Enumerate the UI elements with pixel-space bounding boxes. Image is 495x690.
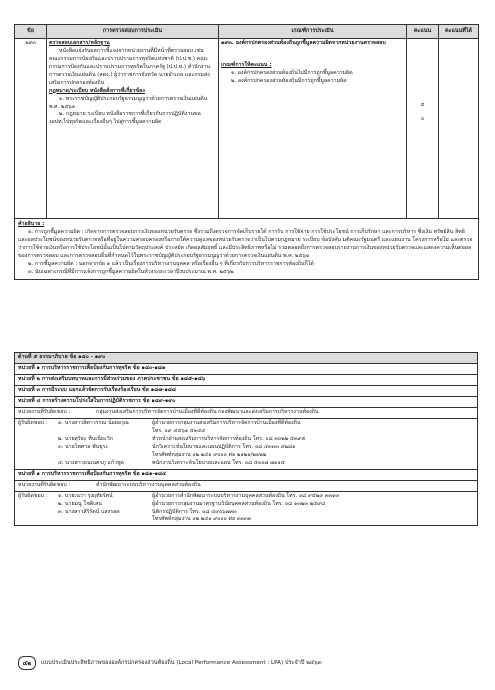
contacts-label: ผู้รับผิดชอบ : <box>18 420 48 426</box>
notes-heading: คำอธิบาย : <box>18 221 45 227</box>
contact-entry <box>18 436 474 444</box>
contact-entry <box>18 501 474 509</box>
note-2: ๒. การชี้มูลความผิด : นอกจากข้อ ๑ แล้ว เป็นเรื่องการบริหารงานบุคคล หรือเรื่องอื่น ๆ ที่เกี่ยวกับการบริหารราชการท้องถิ่นก็ได้ <box>28 260 314 267</box>
contacts-row <box>15 419 477 470</box>
contact-name: ๒. นายสุริยะ ทีนเนียะวิก <box>58 435 113 442</box>
contact-name: ๒. นายมนู โชติเสน <box>58 500 102 507</box>
contacts-label: ผู้รับผิดชอบ : <box>18 492 48 499</box>
responsible-agency-label: หน่วยงานที่รับผิดชอบ : <box>18 409 71 415</box>
page-number: ๔๒ <box>18 656 36 670</box>
evidence-body: หนังสือแจ้งรับผลการชี้แจงจากหน่วยงานที่มีหน้าที่ตรวจสอบ เช่น คณะกรรมการป้องกันและปราบปรามการทุจริตแห่งชาติ (ป.ป.ช.) คณะกรรมการป้องกันและปราบปรามการทุจริตในภาครัฐ (ป.ป.ท.) สำนักงานการตรวจเงินแผ่นดิน (สตง.) ผู้ว่าราชการจังหวัด นายอำเภอ และกรมส่งเสริมการปกครองท้องถิ่น <box>49 47 210 86</box>
criteria-heading: เกณฑ์การให้คะแนน : <box>221 61 272 68</box>
contact-entry <box>18 493 474 501</box>
unit-1: หน่วยที่ ๑ การบริหารราชการเพื่อป้องกันการทุจริต ข้อ ๑๘๐-๑๘๑ <box>15 364 477 375</box>
contact-detail: ผู้อำนวยการกลุ่มงานส่งเสริมการบริหารจัดการบ้านเมืองที่ดีท้องถิ่น <box>152 420 301 426</box>
contact-detail: โทรศัพท์กลุ่มงาน ๐๒ ๒๔๑ ๙๐๐๐ ต่อ ๒๑๒๑/๒๑๒๒ <box>152 451 267 458</box>
contact-entry <box>18 460 474 468</box>
unit-3: หน่วยที่ ๓ การมีระบบ แยกแล้วจัดการรับเรื่องร้องเรียน ข้อ ๑๘๗-๑๘๘ <box>15 386 477 397</box>
header-no: ข้อ <box>15 25 47 39</box>
section-title: ด้านที่ ๕ ธรรมาภิบาล ข้อ ๑๘๐ - ๑๙๐ <box>15 353 477 364</box>
evidence-heading: ตรวจสอบเอกสาร/หลักฐาน <box>49 40 110 46</box>
score-cell <box>407 39 439 219</box>
header-score: คะแนน <box>407 25 439 39</box>
contact-name: ๓. นายไพศาล พันธุระ <box>58 443 109 450</box>
page-footer <box>18 654 478 672</box>
score-value-1: ๕ <box>420 102 425 108</box>
criteria-item-2: ๒. องค์กรปกครองส่วนท้องถิ่นมีการถูกชี้มูลความผิด <box>231 77 347 84</box>
note-1: ๑. การถูกชี้มูลความผิด : เกิดจากการตรวจสอบการเงินของหน่วยรับตรวจ ซึ่งรวมถึงตรวจการจัดเก็บรายได้ การรับ การใช้จ่าย การใช้ประโยชน์ การเก็บรักษา และการบริหาร ซึ่งเงิน ทรัพย์สิน สิทธิ และผลประโยชน์ของหน่วยรับตรวจหรือที่อยู่ในความครอบครองหรือภายใต้ความดูแลของหน่วยรับตรวจว่าเป็นไปตามกฎหมาย ระเบียบ ข้อบังคับ มติคณะรัฐมนตรี และแผนงาน โครงการหรือไม่ และตรวจว่าการใช้จ่ายเงินหรือการใช้ประโยชน์นั้นเป็นไปตามวัตถุประสงค์ ประหยัด เกิดผลสัมฤทธิ์ และมีประสิทธิภาพหรือไม่ รวมตลอดถึงการตรวจสอบรายงานการเงินของหน่วยรับตรวจและแสดงความเห็นต่อผลของการตรวจสอบ และการตรวจสอบอื่นที่กำหนดไว้ในพระราชบัญญัติประกอบรัฐธรรมนูญว่าด้วยการตรวจเงินแผ่นดิน พ.ศ. ๒๕๖๑ <box>18 228 473 259</box>
item-number: ๑๙๓ <box>15 39 47 219</box>
contact-detail: โทร. ๐๙ ๔๕๖๑ ๕๑๔๔ <box>152 427 206 434</box>
notes-cell <box>15 219 479 280</box>
unit-2: หน่วยที่ ๒ การส่งเสริมบทบาทและการมีส่วนร่วมของ ภาคประชาชน ข้อ ๑๘๕-๑๘๖ <box>15 375 477 386</box>
contact-name: ๔. นางสาวธนเนตรภู แก้วพูล <box>58 459 124 466</box>
unit-5: หน่วยที่ ๑ การบริหารราชการเพื่อป้องกันการทุจริต ข้อ ๑๘๑-๑๘๔ <box>15 470 477 481</box>
score-value-2: ๐ <box>420 115 425 122</box>
process-cell <box>47 39 219 219</box>
responsible-agency-value: กลุ่มงานส่งเสริมการบริหารจัดการบ้านเมืองที่ดีท้องถิ่น กองพัฒนาและส่งเสริมการบริหารงานท้องถิ่น <box>96 409 319 415</box>
table-header-row <box>15 25 479 39</box>
contacts-row-2 <box>15 492 477 526</box>
footer-text: แบบประเมินประสิทธิภาพขององค์กรปกครองส่วนท้องถิ่น (Local Performance Assessment : LPA) ประจำปี ๒๕๖๓ <box>41 659 322 666</box>
law-heading: กฎหมาย/ระเบียบ หนังสือสั่งการที่เกี่ยวข้อง <box>49 87 145 94</box>
note-3: ๓. นับเฉพาะกรณีที่มีการแจ้งการถูกชี้มูลความผิดในห้วงระยะเวลาปีงบประมาณ พ.ศ. ๒๕๖๒ <box>28 268 234 275</box>
criteria-item-1: ๑. องค์กรปกครองส่วนท้องถิ่นไม่มีการถูกชี้มูลความผิด <box>231 69 353 76</box>
contact-entry <box>18 509 474 525</box>
notes-row <box>15 219 479 280</box>
contact-detail: นักวิเคราะห์นโยบายและแผนปฏิบัติการ โทร. ๐๘ ๔๓๓๓ ๔๒๘๑ <box>152 443 296 450</box>
contact-name: ๑. นางสาวสิตาวรรณ น้อยอรุณ <box>58 420 129 426</box>
contact-detail: นิติกรปฏิบัติการ โทร. ๐๘ ๔๙๐๖๗๓๓ <box>152 508 237 515</box>
contact-detail: ผู้อำนวยการสำนักพัฒนาระบบบริหารงานบุคคลส่วนท้องถิ่น โทร. ๐๘ ๙๕๒๙ ๓๓๑๓ <box>152 492 340 499</box>
law-item-1: ๑. พระราชบัญญัติประกอบรัฐธรรมนูญว่าด้วยการตรวจเงินแผ่นดิน พ.ศ. ๒๕๖๑ <box>49 95 208 110</box>
contact-name: ๓. นางสาวสิริรัตน์ แสงรอด <box>58 508 120 515</box>
contact-detail: ผู้อำนวยการกลุ่มงานมาตรฐานวินัยบุคคลส่วนท้องถิ่น โทร. ๐๘ ๑๓๒๓ ๒๕๙๘ <box>152 500 326 507</box>
contact-name: ๑. นายเนวา รุ่งฤทัยรัตน์ <box>58 492 113 499</box>
assessment-table <box>14 24 479 280</box>
header-process: การตรวจสอบการประเมิน <box>47 25 219 39</box>
contact-detail: พนักงานวิเคราะห์นโยบายและแผน โทร. ๐๘ ๕๐๐๗ ๗๑๑๕ <box>152 459 285 466</box>
header-criteria: เกณฑ์การประเมิน <box>219 25 407 39</box>
law-item-2: ๒. กฎหมาย ระเบียบ หนังสือราชการที่เกี่ยวกับการปฏิบัติงานของอปท.ไปทุจริตและเรื่องอื่นๆ ไปสู่การชี้มูลความผิด <box>49 111 201 126</box>
responsible-agency-value: สำนักพัฒนาระบบบริหารงานบุคคลส่วนท้องถิ่น <box>96 481 201 488</box>
header-score-got: คะแนนที่ได้ <box>439 25 479 39</box>
contact-detail: โทรศัพท์กลุ่มงาน ๐๒ ๒๔๑ ๙๐๐๐ ต่อ ๓๓๓๓ <box>152 516 252 523</box>
responsible-units-box <box>14 352 478 526</box>
contact-entry <box>18 420 474 436</box>
unit-4: หน่วยที่ ๔ การสร้างความโปร่งใสในการปฏิบัติราชการ ข้อ ๑๘๙-๑๙๐ <box>15 397 477 408</box>
responsible-agency-row-2 <box>15 481 477 492</box>
score-got-cell <box>439 39 479 219</box>
criteria-cell <box>219 39 407 219</box>
criteria-title: ๑๙๓. องค์กรปกครองส่วนท้องถิ่นถูกชี้มูลความผิดจากหน่วยงานตรวจสอบ <box>221 40 386 46</box>
contact-detail: หัวหน้าฝ่ายส่งเสริมการบริหารจัดการท้องถิ่น โทร. ๐๘ ๓๐๒๒ ๕๓๙๕ <box>152 435 306 442</box>
responsible-agency-label: หน่วยงานที่รับผิดชอบ : <box>18 481 71 488</box>
table-row <box>15 39 479 219</box>
responsible-agency-row <box>15 408 477 419</box>
contact-entry <box>18 444 474 460</box>
